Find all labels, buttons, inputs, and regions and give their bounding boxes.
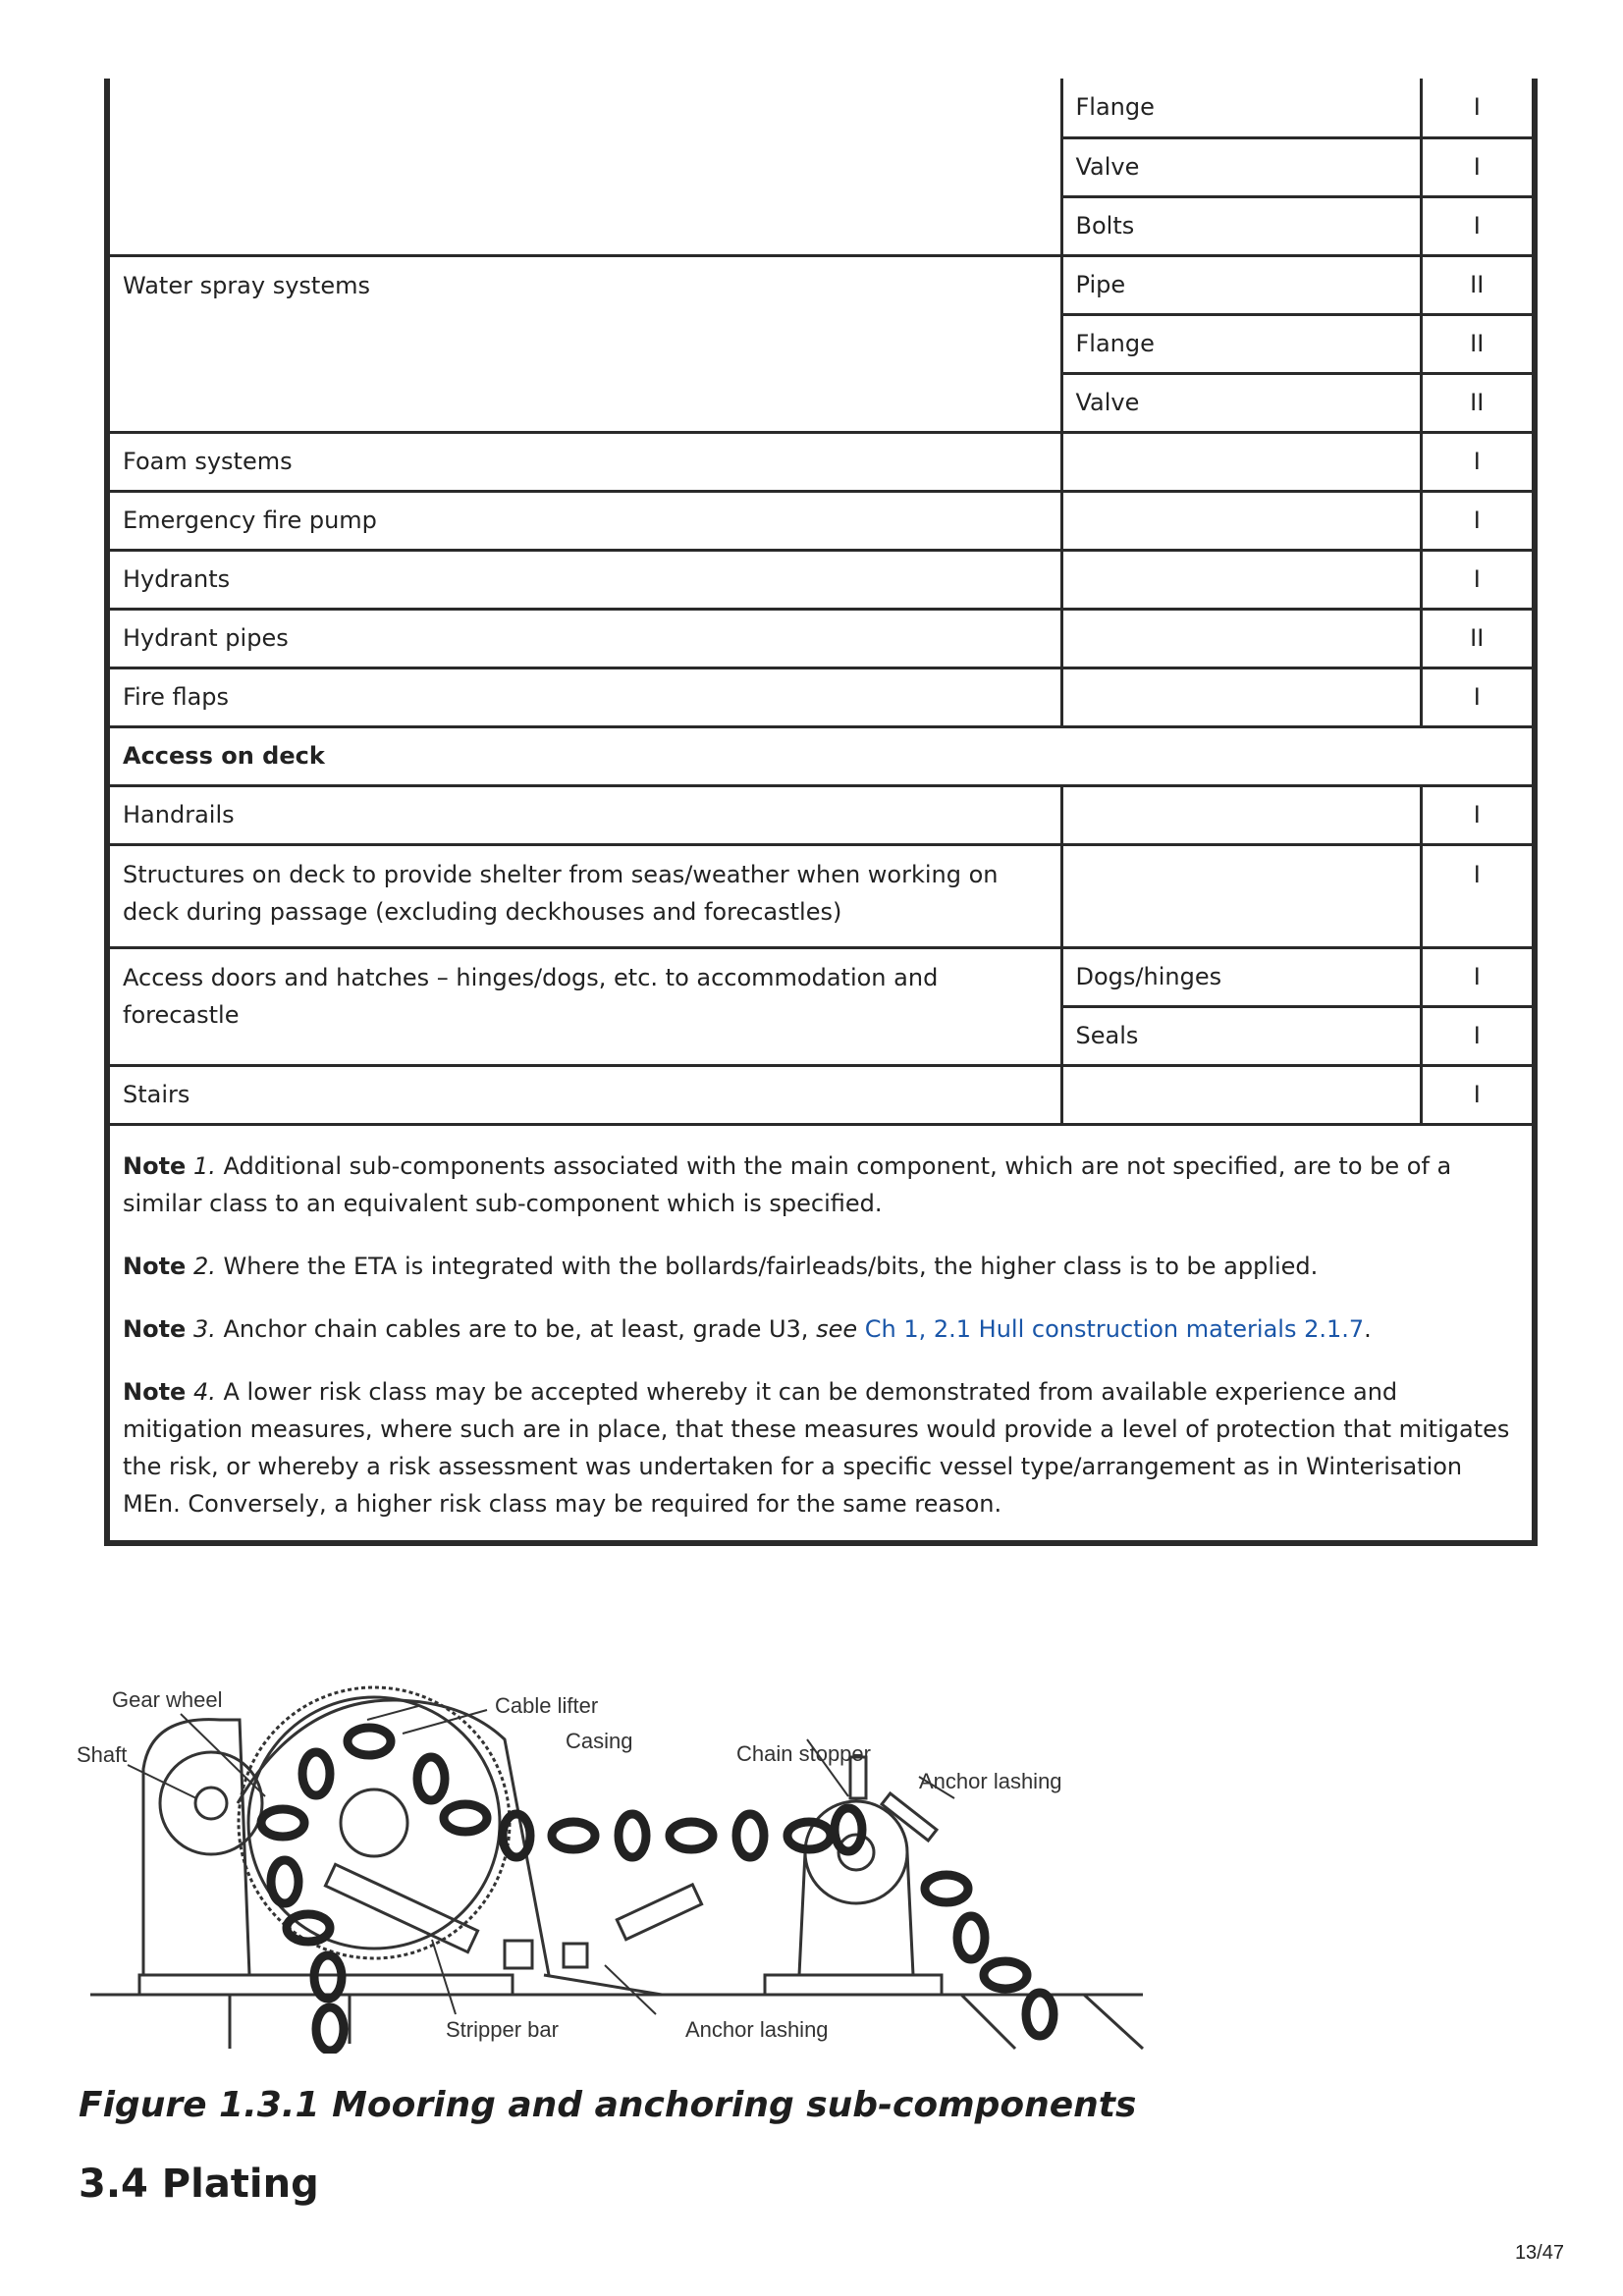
subcomponent-cell — [1061, 785, 1421, 844]
note-number: 2. — [192, 1252, 216, 1280]
component-cell: Hydrants — [107, 550, 1061, 609]
class-cell: I — [1421, 491, 1535, 550]
anchor-lashing-bar — [617, 1885, 701, 1940]
figure-caption: Figure 1.3.1 Mooring and anchoring sub-components — [79, 2085, 1137, 2125]
subcomponent-cell: Flange — [1061, 79, 1421, 137]
subcomponent-cell: Valve — [1061, 137, 1421, 196]
cable-lifter — [248, 1697, 500, 1949]
subcomponent-cell — [1061, 1065, 1421, 1124]
notes-cell — [107, 1124, 1535, 1543]
note-label: Note — [123, 1314, 187, 1343]
gear-wheel — [160, 1752, 262, 1854]
subcomponent-cell — [1061, 844, 1421, 947]
note-text: Additional sub-components associated with the main component, which are not specified, are to be of a similar class to an equivalent sub-component which is specified. — [123, 1151, 1452, 1217]
note-text: Where the ETA is integrated with the bollards/fairleads/bits, the higher class is to be applied. — [215, 1252, 1319, 1280]
note-2 — [123, 1248, 1514, 1285]
table-row — [107, 667, 1535, 726]
subcomponent-cell: Valve — [1061, 373, 1421, 432]
table-row — [107, 255, 1535, 314]
subcomponent-cell — [1061, 667, 1421, 726]
subcomponent-cell — [1061, 491, 1421, 550]
table-row — [107, 79, 1535, 137]
table-row — [107, 785, 1535, 844]
page-number: 13/47 — [1514, 2242, 1564, 2264]
note-3 — [123, 1310, 1514, 1348]
class-cell: I — [1421, 785, 1535, 844]
component-class-table — [104, 79, 1538, 1546]
table-row — [107, 609, 1535, 667]
subcomponent-cell — [1061, 550, 1421, 609]
component-cell: Hydrant pipes — [107, 609, 1061, 667]
component-cell: Stairs — [107, 1065, 1061, 1124]
note-label: Note — [123, 1252, 187, 1280]
anchor-lashing-top-label: Anchor lashing — [919, 1769, 1062, 1793]
subcomponent-cell: Dogs/hinges — [1061, 947, 1421, 1006]
note-label: Note — [123, 1151, 187, 1180]
class-cell: I — [1421, 196, 1535, 255]
notes-row — [107, 1124, 1535, 1543]
table-row — [107, 726, 1535, 785]
note-text: A lower risk class may be accepted whereby it can be demonstrated from available experience and mitigation measures, where such are in place, that these measures would provide a level of protection that mitigates the risk, or whereby a risk assessment was undertaken for a specific vessel type/arrangement as in Winterisation MEn. Conversely, a higher risk class may be required for the same reason. — [123, 1377, 1510, 1518]
subcomponent-cell: Bolts — [1061, 196, 1421, 255]
subcomponent-cell: Pipe — [1061, 255, 1421, 314]
windlass-foundation — [139, 1975, 513, 1995]
table-row — [107, 550, 1535, 609]
component-cell: Foam systems — [107, 432, 1061, 491]
note-1 — [123, 1148, 1514, 1222]
class-cell: I — [1421, 79, 1535, 137]
chain-stopper-label: Chain stopper — [736, 1741, 871, 1766]
note-number: 1. — [192, 1151, 216, 1180]
class-cell: I — [1421, 844, 1535, 947]
table-row — [107, 432, 1535, 491]
subcomponent-cell: Flange — [1061, 314, 1421, 373]
class-cell: II — [1421, 373, 1535, 432]
gear-wheel-label: Gear wheel — [112, 1687, 223, 1712]
table-row — [107, 947, 1535, 1006]
component-cell: Structures on deck to provide shelter from seas/weather when working on deck during passage (excluding deckhouses and forecastles) — [107, 844, 1061, 947]
mooring-anchoring-diagram — [73, 1681, 1163, 2054]
note-number: 3. — [192, 1314, 216, 1343]
note-number: 4. — [192, 1377, 216, 1406]
class-cell: II — [1421, 255, 1535, 314]
section-heading: 3.4 Plating — [79, 2162, 319, 2207]
class-cell: II — [1421, 314, 1535, 373]
component-cell: Water spray systems — [107, 255, 1061, 432]
section-header-cell: Access on deck — [107, 726, 1535, 785]
table-row — [107, 844, 1535, 947]
class-cell: II — [1421, 609, 1535, 667]
anchor-lashing-bottom-label: Anchor lashing — [685, 2017, 829, 2042]
note-text-end: . — [1364, 1314, 1372, 1343]
class-cell: I — [1421, 1065, 1535, 1124]
ch1-hull-materials-link[interactable]: Ch 1, 2.1 Hull construction materials 2.1.7 — [864, 1314, 1365, 1343]
class-cell: I — [1421, 947, 1535, 1006]
class-cell: I — [1421, 137, 1535, 196]
note-4 — [123, 1373, 1514, 1522]
stripper-bar — [325, 1864, 477, 1951]
class-cell: I — [1421, 1006, 1535, 1065]
subcomponent-cell — [1061, 609, 1421, 667]
stopper-foundation — [765, 1975, 942, 1995]
component-cell: Emergency fire pump — [107, 491, 1061, 550]
component-cell: Access doors and hatches – hinges/dogs, etc. to accommodation and forecastle — [107, 947, 1061, 1065]
table-row — [107, 1065, 1535, 1124]
casing-label: Casing — [566, 1729, 633, 1753]
component-cell — [107, 79, 1061, 255]
cable-lifter-label: Cable lifter — [495, 1693, 599, 1718]
component-cell: Fire flaps — [107, 667, 1061, 726]
component-cell: Handrails — [107, 785, 1061, 844]
note-label: Note — [123, 1377, 187, 1406]
class-cell: I — [1421, 667, 1535, 726]
note-see: see — [816, 1314, 858, 1343]
note-text: Anchor chain cables are to be, at least, grade U3, — [215, 1314, 817, 1343]
class-cell: I — [1421, 432, 1535, 491]
subcomponent-cell — [1061, 432, 1421, 491]
table-row — [107, 491, 1535, 550]
shaft-label: Shaft — [77, 1742, 128, 1767]
class-cell: I — [1421, 550, 1535, 609]
stripper-bar-label: Stripper bar — [446, 2017, 559, 2042]
subcomponent-cell: Seals — [1061, 1006, 1421, 1065]
